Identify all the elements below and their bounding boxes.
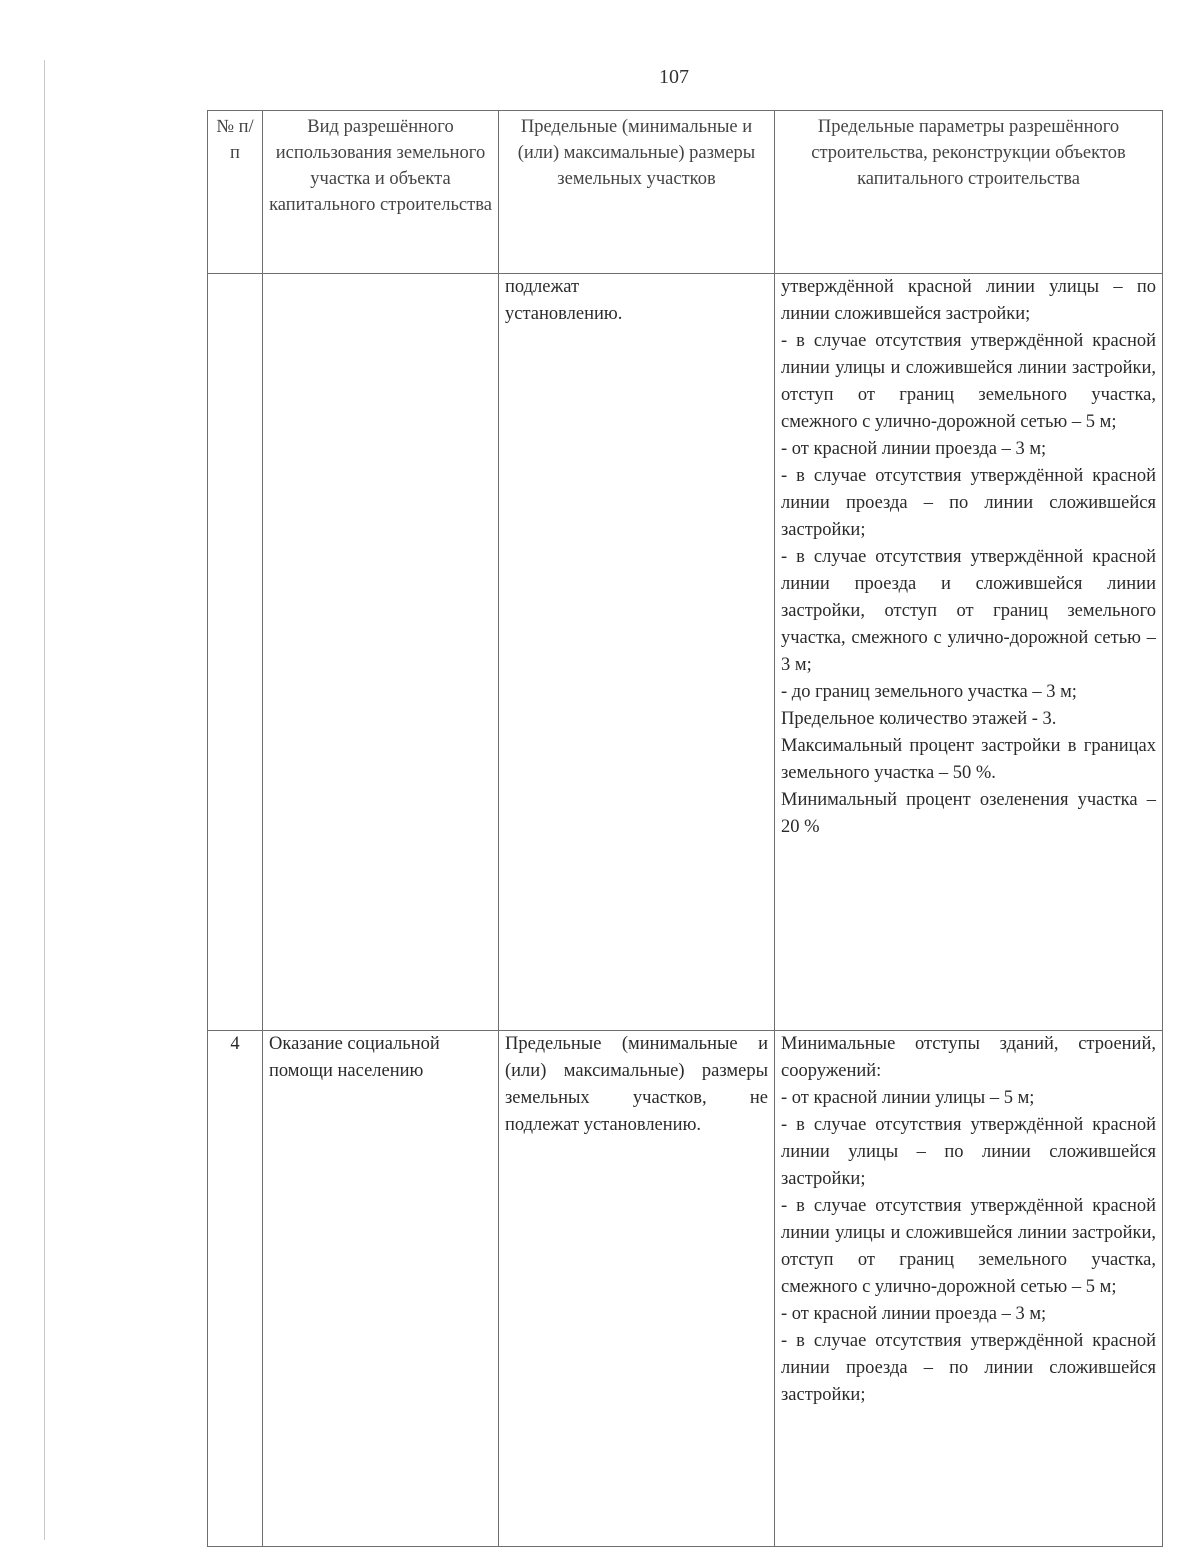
- param-item: - от красной линии улицы – 5 м;: [781, 1088, 1035, 1108]
- row-building-params: [775, 1031, 1163, 1547]
- plot-size-line: Предельные (минимальные и (или) максимальные) размеры земельных участков, не подлежат установлению.: [505, 1034, 768, 1135]
- param-item: Минимальные отступы зданий, строений, сооружений:: [781, 1034, 1156, 1081]
- header-plot-size: Предельные (минимальные и (или) максимальные) размеры земельных участков: [499, 111, 775, 274]
- row-use-type: Оказание социальной помощи населению: [263, 1031, 499, 1547]
- scan-edge-line: [44, 60, 45, 1540]
- page-number: 107: [659, 66, 689, 88]
- param-item: Максимальный процент застройки в границах земельного участка – 50 %.: [781, 736, 1156, 783]
- row-plot-size: [499, 1031, 775, 1547]
- param-item: - до границ земельного участка – 3 м;: [781, 682, 1077, 702]
- table-row: [208, 274, 1163, 1031]
- row-building-params: [775, 274, 1163, 1031]
- param-item: - в случае отсутствия утверждённой красной линии улицы и сложившейся линии застройки, отступ от границ земельного участка, смежного с улично-дорожной сетью – 5 м;: [781, 1196, 1156, 1297]
- regulations-table: [207, 110, 1163, 1547]
- table-row: [208, 1031, 1163, 1547]
- row-plot-size: [499, 274, 775, 1031]
- param-item: - в случае отсутствия утверждённой красной линии улицы – по линии сложившейся застройки;: [781, 1115, 1156, 1189]
- header-building-params: Предельные параметры разрешённого строительства, реконструкции объектов капитального строительства: [775, 111, 1163, 274]
- param-item: - в случае отсутствия утверждённой красной линии проезда – по линии сложившейся застройки;: [781, 1331, 1156, 1405]
- plot-size-line: подлежат: [505, 277, 580, 297]
- plot-size-line: установлению.: [505, 304, 623, 324]
- header-use-type: Вид разрешённого использования земельного участка и объекта капитального строительства: [263, 111, 499, 274]
- param-item: - от красной линии проезда – 3 м;: [781, 1304, 1047, 1324]
- row-number: 4: [208, 1031, 263, 1547]
- param-item: - в случае отсутствия утверждённой красной линии улицы и сложившейся линии застройки, отступ от границ земельного участка, смежного с улично-дорожной сетью – 5 м;: [781, 331, 1156, 432]
- param-item: - в случае отсутствия утверждённой красной линии проезда и сложившейся линии застройки, отступ от границ земельного участка, смежного с улично-дорожной сетью – 3 м;: [781, 547, 1156, 675]
- param-item: утверждённой красной линии улицы – по линии сложившейся застройки;: [781, 277, 1156, 324]
- param-item: - от красной линии проезда – 3 м;: [781, 439, 1047, 459]
- param-item: Минимальный процент озеленения участка – 20 %: [781, 790, 1156, 837]
- table-header-row: [208, 111, 1163, 274]
- header-number: № п/п: [208, 111, 263, 274]
- param-item: Предельное количество этажей - 3.: [781, 709, 1057, 729]
- row-use-type: [263, 274, 499, 1031]
- param-item: - в случае отсутствия утверждённой красной линии проезда – по линии сложившейся застройки;: [781, 466, 1156, 540]
- row-number: [208, 274, 263, 1031]
